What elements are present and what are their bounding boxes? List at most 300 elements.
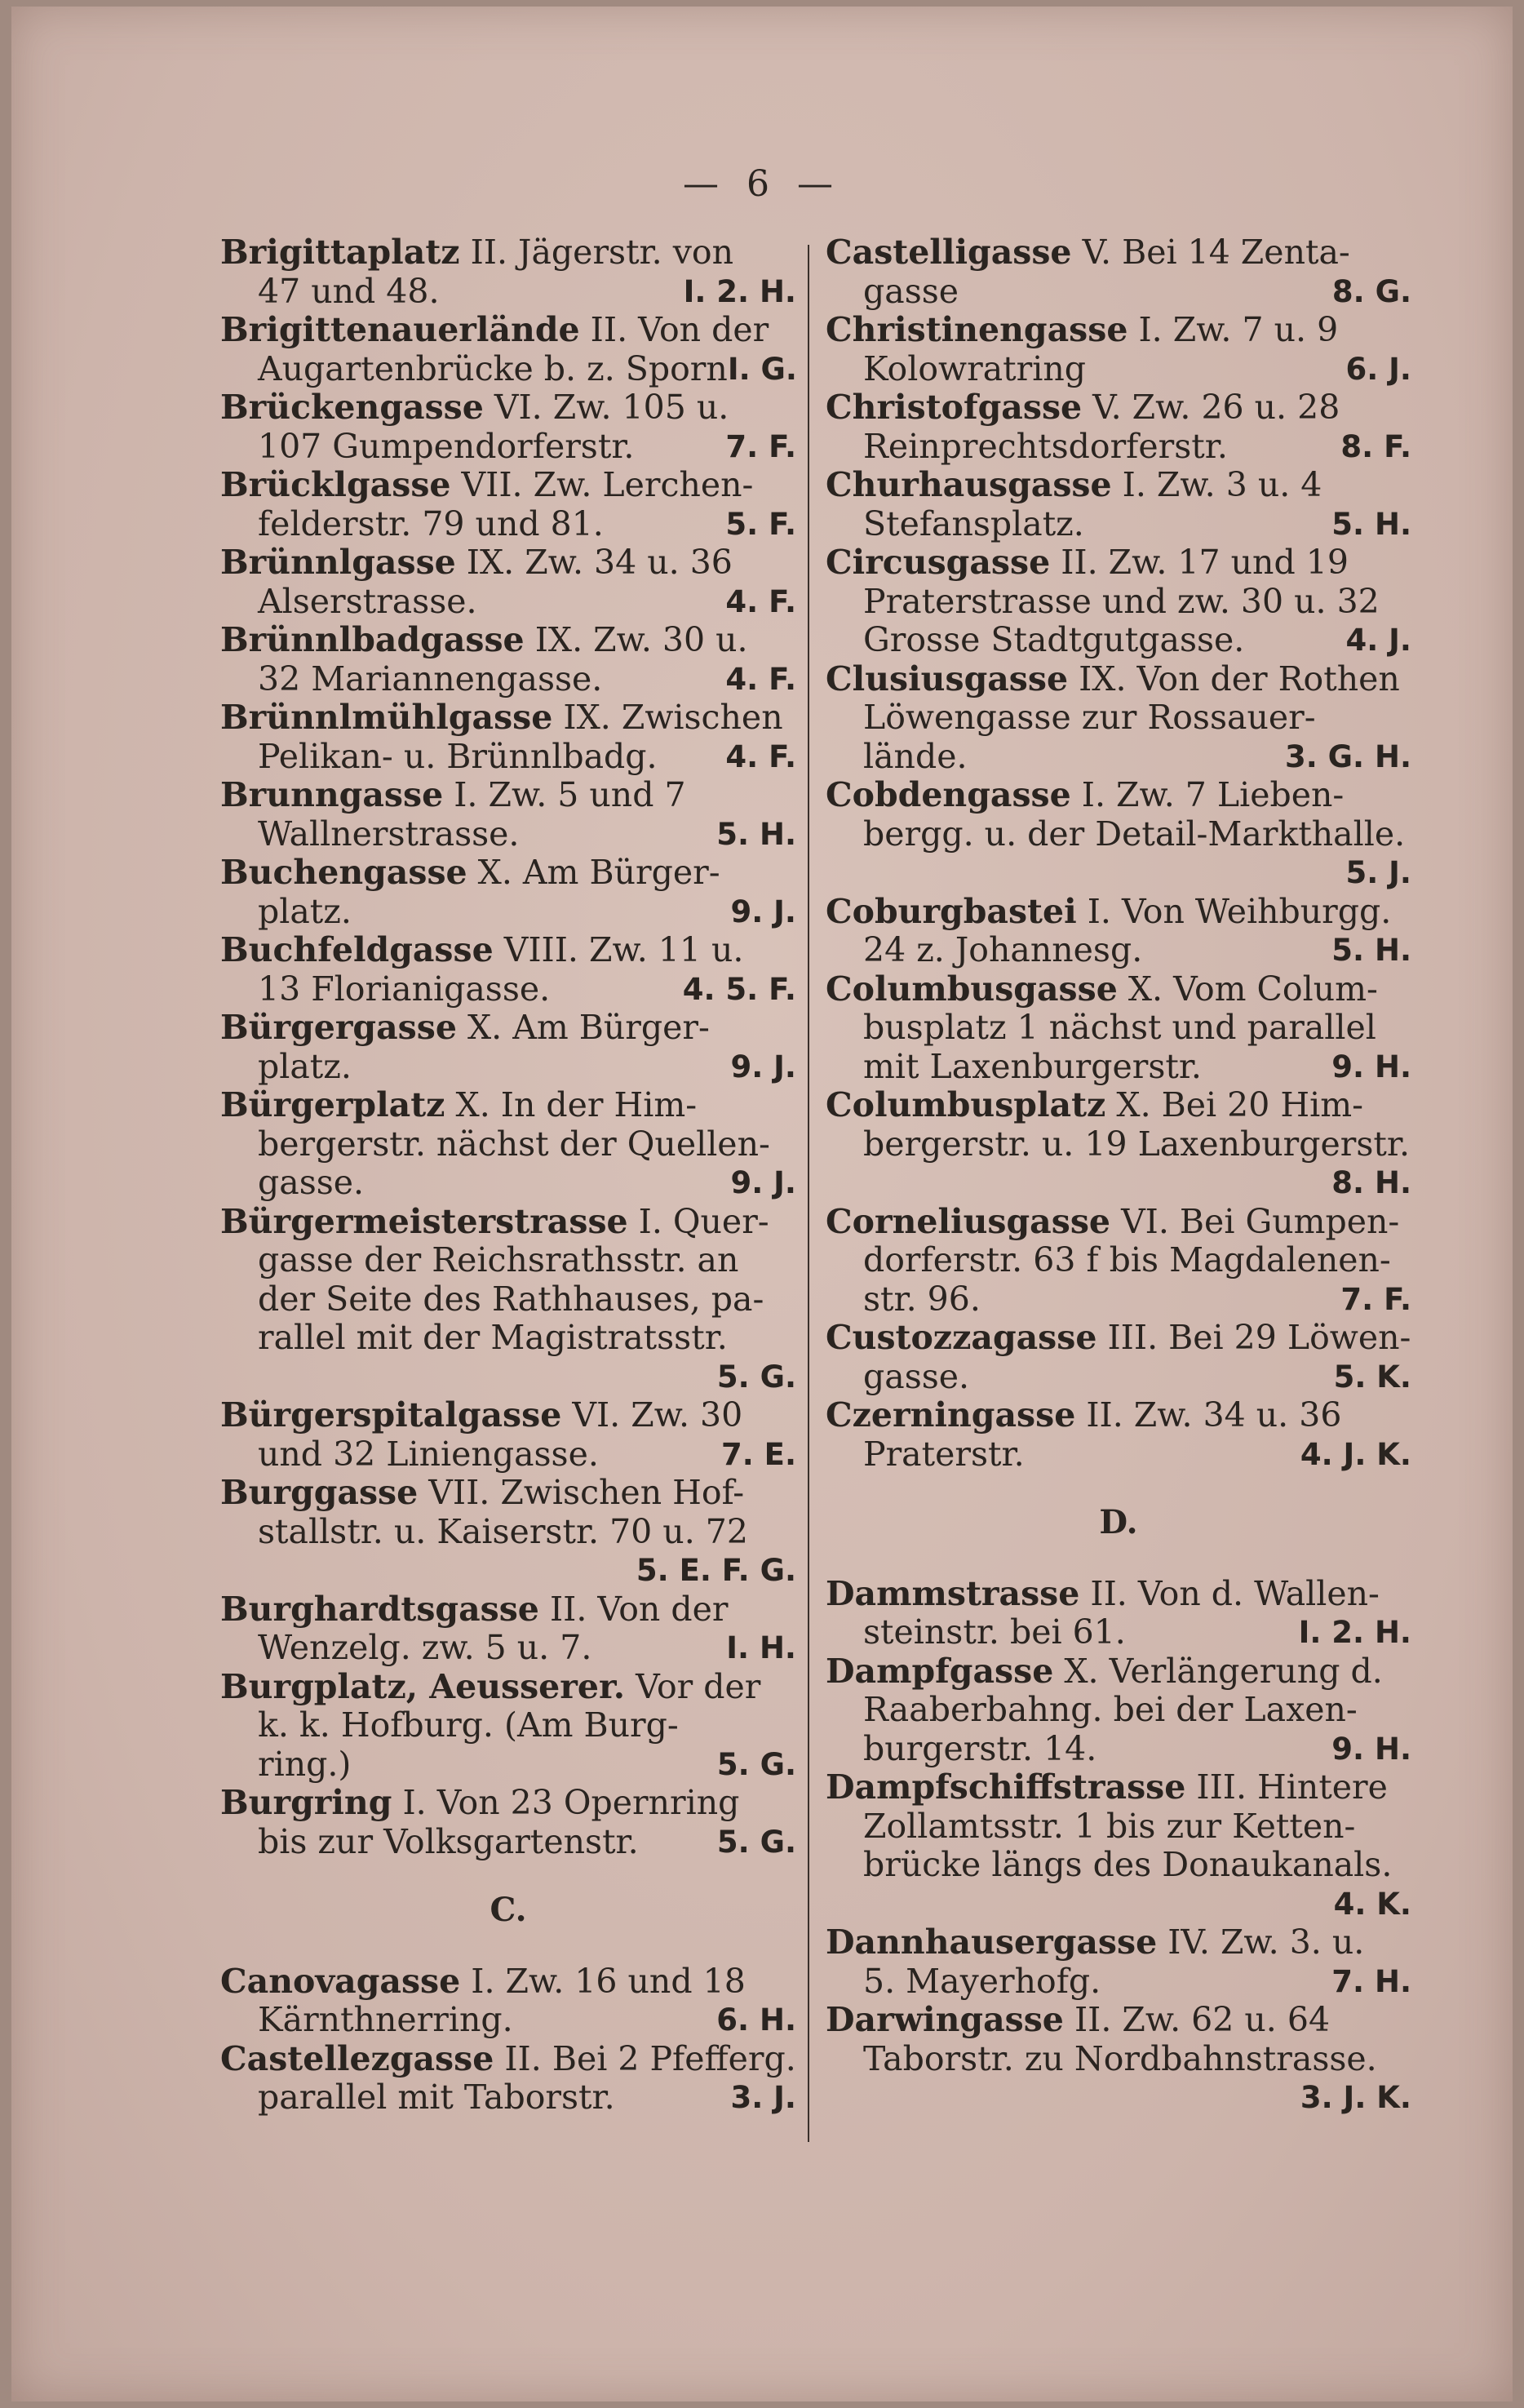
street-name: Brünnlgasse xyxy=(220,543,456,582)
street-description: I. Von 23 Opernring xyxy=(402,1783,740,1822)
map-grid-reference: 3. J. K. xyxy=(1300,2080,1411,2115)
street-name: Castellezgasse xyxy=(220,2038,494,2078)
street-description: VIII. Zw. 11 u. xyxy=(503,930,744,969)
section-heading-d: D. xyxy=(1099,1503,1138,1541)
index-entry xyxy=(220,388,796,466)
entry-line-content xyxy=(220,1202,769,1241)
street-name: Brünnlmühlgasse xyxy=(220,698,553,737)
entry-continuation-line xyxy=(826,273,1411,312)
entry-first-line xyxy=(220,854,796,893)
entry-line-content xyxy=(826,659,1400,698)
street-name: Christofgasse xyxy=(826,388,1083,427)
entry-continuation-line xyxy=(826,931,1411,970)
entry-first-line xyxy=(826,1923,1411,1962)
entry-continuation-line xyxy=(220,505,796,544)
street-name: Darwingasse xyxy=(826,2000,1064,2039)
entry-line-content xyxy=(826,1395,1341,1435)
street-description: II. Bei 2 Pfefferg. xyxy=(504,2038,796,2078)
entry-continuation-line xyxy=(220,893,796,932)
street-name: Coburgbastei xyxy=(826,891,1077,931)
entry-line-content xyxy=(826,969,1378,1009)
entry-continuation-line xyxy=(826,1613,1411,1652)
entry-line-content xyxy=(220,2039,796,2078)
map-grid-reference: 5. F. xyxy=(725,506,796,542)
street-description: Taborstr. zu Nordbahnstrasse. xyxy=(863,2038,1377,2078)
entry-continuation-line xyxy=(826,1125,1411,1164)
street-description: X. Am Bürger- xyxy=(467,1008,710,1047)
street-description: I. Von Weihburgg. xyxy=(1087,891,1392,931)
entry-continuation-line xyxy=(220,428,796,467)
entry-first-line xyxy=(826,1086,1411,1125)
index-entry xyxy=(826,1396,1411,1474)
street-description: platz. xyxy=(258,1046,352,1086)
street-description: I. Zw. 3 u. 4 xyxy=(1122,465,1322,504)
street-name: Dannhausergasse xyxy=(826,1922,1158,1962)
street-description: III. Bei 29 Löwen- xyxy=(1107,1318,1411,1357)
entry-continuation-line xyxy=(826,505,1411,544)
street-description: I. Zw. 5 und 7 xyxy=(454,775,686,814)
entry-line-content xyxy=(220,1962,746,2001)
entry-continuation-line xyxy=(826,350,1411,389)
street-description: 32 Mariannengasse. xyxy=(258,659,603,698)
left-column xyxy=(220,233,796,2118)
entry-continuation-line xyxy=(826,1846,1411,1885)
entry-first-line xyxy=(826,970,1411,1009)
entry-line-content xyxy=(826,1652,1383,1691)
street-description: I. Zw. 7 Lieben- xyxy=(1081,775,1345,814)
entry-line-content xyxy=(220,1085,697,1124)
column-divider xyxy=(808,245,809,2142)
map-grid-reference: 9. H. xyxy=(1331,1049,1411,1084)
street-description: II. Von d. Wallen- xyxy=(1090,1573,1380,1613)
map-grid-reference: 8. G. xyxy=(1331,273,1411,309)
street-description: II. Zw. 17 und 19 xyxy=(1061,543,1349,582)
entry-first-line xyxy=(220,1009,796,1048)
entry-line-content xyxy=(826,775,1344,814)
map-grid-reference: I. 2. H. xyxy=(683,273,796,309)
index-entry xyxy=(220,1474,796,1590)
map-grid-reference: 4. J. K. xyxy=(1300,1436,1411,1472)
entry-continuation-line xyxy=(220,1319,796,1358)
map-grid-reference: 5. G. xyxy=(716,1746,796,1782)
entry-continuation-line xyxy=(826,1730,1411,1769)
street-description: platz. xyxy=(258,891,352,931)
street-name: Custozzagasse xyxy=(826,1318,1097,1357)
street-name: Canovagasse xyxy=(220,1961,461,2001)
street-name: Dampfschiffstrasse xyxy=(826,1767,1186,1807)
street-name: Buchengasse xyxy=(220,853,467,892)
map-grid-reference: 4. F. xyxy=(725,583,796,619)
entry-line-content xyxy=(826,1085,1363,1124)
street-description: IX. Zwischen xyxy=(563,698,783,737)
street-description: steinstr. bei 61. xyxy=(863,1612,1126,1652)
street-description: Alserstrasse. xyxy=(258,581,477,621)
entry-first-line xyxy=(220,466,796,505)
map-grid-reference: 5. J. xyxy=(1345,855,1411,890)
entry-line-content xyxy=(826,1318,1411,1357)
street-description: Augartenbrücke b. z. Sporn xyxy=(258,348,728,388)
index-entry xyxy=(826,1575,1411,1652)
street-name: Columbusgasse xyxy=(826,969,1118,1009)
street-description: brücke längs des Donaukanals. xyxy=(863,1845,1393,1884)
index-entry xyxy=(826,2001,1411,2118)
entry-continuation-line xyxy=(220,1745,796,1785)
entry-line-content xyxy=(220,698,783,737)
street-description: II. Von der xyxy=(590,310,769,349)
index-entry xyxy=(826,1923,1411,2001)
left-entries-c xyxy=(220,1962,796,2118)
index-entry xyxy=(220,621,796,698)
street-description: rallel mit der Magistratsstr. xyxy=(258,1318,728,1357)
map-grid-reference: 8. H. xyxy=(1331,1165,1411,1200)
map-grid-reference: I. 2. H. xyxy=(1298,1615,1411,1650)
street-description: 24 z. Johannesg. xyxy=(863,930,1143,969)
street-name: Corneliusgasse xyxy=(826,1201,1111,1241)
index-entry xyxy=(220,466,796,543)
index-entry xyxy=(826,1652,1411,1769)
street-description: gasse xyxy=(863,271,959,311)
entry-continuation-line xyxy=(826,1164,1411,1203)
entry-first-line xyxy=(826,1652,1411,1692)
street-description: gasse. xyxy=(863,1356,970,1396)
entry-continuation-line xyxy=(826,1009,1411,1048)
entry-continuation-line xyxy=(220,1551,796,1590)
entry-continuation-line xyxy=(826,1358,1411,1397)
street-description: bergg. u. der Detail-Markthalle. xyxy=(863,814,1406,854)
entry-line-content xyxy=(826,465,1322,504)
entry-continuation-line xyxy=(826,1962,1411,2002)
entry-first-line xyxy=(220,233,796,273)
index-entry xyxy=(220,1784,796,1861)
entry-continuation-line xyxy=(220,1823,796,1862)
map-grid-reference: 5. H. xyxy=(1331,506,1411,542)
page-number: — 6 — xyxy=(683,163,841,205)
street-description: Kärnthnerring. xyxy=(258,2000,513,2039)
street-description: Vor der xyxy=(636,1666,761,1706)
entry-line-content xyxy=(220,233,733,272)
entry-continuation-line xyxy=(220,1513,796,1552)
entry-line-content xyxy=(220,388,729,427)
index-entry xyxy=(220,1668,796,1785)
street-name: Dammstrasse xyxy=(826,1573,1080,1613)
entry-continuation-line xyxy=(826,1435,1411,1475)
entry-line-content xyxy=(220,1473,744,1512)
map-grid-reference: 6. H. xyxy=(716,2002,796,2038)
index-entry xyxy=(220,2040,796,2118)
index-entry xyxy=(220,311,796,388)
street-description: IX. Zw. 34 u. 36 xyxy=(466,543,733,582)
entry-first-line xyxy=(220,543,796,583)
street-name: Burgplatz, Aeusserer. xyxy=(220,1666,626,1706)
entry-first-line xyxy=(826,1396,1411,1435)
street-name: Cobdengasse xyxy=(826,775,1071,814)
entry-line-content xyxy=(826,2000,1330,2039)
index-entry xyxy=(220,1203,796,1397)
street-name: Bürgerspitalgasse xyxy=(220,1395,562,1435)
index-entry xyxy=(220,233,796,311)
entry-line-content xyxy=(220,775,686,814)
map-grid-reference: 3. J. xyxy=(730,2080,796,2115)
entry-continuation-line xyxy=(220,2078,796,2118)
entry-first-line xyxy=(826,893,1411,932)
entry-continuation-line xyxy=(220,1241,796,1280)
street-description: Wallnerstrasse. xyxy=(258,814,520,854)
index-entry xyxy=(220,543,796,621)
street-description: gasse. xyxy=(258,1163,365,1202)
map-grid-reference: 9. J. xyxy=(730,1165,796,1200)
index-entry xyxy=(826,776,1411,893)
entry-line-content xyxy=(826,233,1350,272)
street-description: VII. Zw. Lerchen- xyxy=(461,465,754,504)
entry-first-line xyxy=(826,2001,1411,2040)
street-description: I. Quer- xyxy=(638,1201,769,1241)
street-description: IX. Zw. 30 u. xyxy=(534,620,748,659)
entry-first-line xyxy=(220,1474,796,1513)
street-description: II. Zw. 34 u. 36 xyxy=(1086,1395,1342,1435)
map-grid-reference: I. G. xyxy=(727,351,797,387)
entry-continuation-line xyxy=(220,2001,796,2040)
entry-continuation-line xyxy=(826,698,1411,738)
street-description: X. In der Him- xyxy=(455,1085,698,1124)
street-name: Brigittaplatz xyxy=(220,233,460,272)
street-description: II. Von der xyxy=(549,1589,729,1629)
index-entry xyxy=(826,388,1411,466)
map-grid-reference: 7. E. xyxy=(720,1436,796,1472)
map-grid-reference: 4. J. xyxy=(1345,623,1411,658)
street-description: mit Laxenburgerstr. xyxy=(863,1046,1202,1086)
street-description: str. 96. xyxy=(863,1279,981,1319)
street-description: burgerstr. 14. xyxy=(863,1728,1097,1768)
street-name: Columbusplatz xyxy=(826,1085,1106,1124)
map-grid-reference: 5. H. xyxy=(716,816,796,852)
entry-continuation-line xyxy=(220,1706,796,1745)
index-entry xyxy=(826,893,1411,970)
right-entries-d xyxy=(826,1575,1411,2118)
map-grid-reference: 8. F. xyxy=(1340,428,1411,464)
index-entry xyxy=(220,1962,796,2040)
entry-line-content xyxy=(826,1922,1364,1962)
map-grid-reference: 5. G. xyxy=(716,1359,796,1395)
entry-line-content xyxy=(826,310,1338,349)
street-description: 5. Mayerhofg. xyxy=(863,1961,1101,2001)
entry-line-content xyxy=(826,388,1340,427)
street-description: Praterstr. xyxy=(863,1434,1025,1474)
street-description: Zollamtsstr. 1 bis zur Ketten- xyxy=(863,1806,1356,1846)
street-description: Grosse Stadtgutgasse. xyxy=(863,620,1245,659)
map-grid-reference: 5. K. xyxy=(1333,1359,1411,1395)
street-description: 107 Gumpendorferstr. xyxy=(258,426,635,466)
entry-first-line xyxy=(220,776,796,815)
entry-line-content xyxy=(220,853,720,892)
street-description: Löwengasse zur Rossauer- xyxy=(863,698,1316,737)
street-name: Burgring xyxy=(220,1783,392,1822)
street-description: stallstr. u. Kaiserstr. 70 u. 72 xyxy=(258,1511,748,1551)
street-description: busplatz 1 nächst und parallel xyxy=(863,1008,1376,1047)
street-name: Brigittenauerlände xyxy=(220,310,580,349)
entry-continuation-line xyxy=(220,1629,796,1668)
entry-first-line xyxy=(220,1203,796,1242)
map-grid-reference: 7. F. xyxy=(725,428,796,464)
street-name: Bürgermeisterstrasse xyxy=(220,1201,628,1241)
entry-continuation-line xyxy=(826,1280,1411,1319)
street-description: bis zur Volksgartenstr. xyxy=(258,1821,639,1861)
street-description: I. Zw. 7 u. 9 xyxy=(1138,310,1339,349)
street-name: Christinengasse xyxy=(826,310,1128,349)
right-column xyxy=(826,233,1411,2118)
street-name: Bürgergasse xyxy=(220,1008,457,1047)
entry-line-content xyxy=(220,465,753,504)
index-entry xyxy=(826,543,1411,660)
entry-first-line xyxy=(220,2040,796,2079)
street-description: V. Zw. 26 u. 28 xyxy=(1092,388,1340,427)
entry-continuation-line xyxy=(220,1048,796,1087)
map-grid-reference: 5. H. xyxy=(1331,933,1411,968)
street-description: der Seite des Rathhauses, pa- xyxy=(258,1279,764,1319)
entry-line-content xyxy=(826,1767,1388,1807)
entry-continuation-line xyxy=(826,854,1411,893)
index-entry xyxy=(826,1086,1411,1203)
index-entry xyxy=(826,311,1411,388)
entry-first-line xyxy=(220,1962,796,2002)
street-description: Stefansplatz. xyxy=(863,503,1084,543)
entry-first-line xyxy=(220,1396,796,1435)
entry-continuation-line xyxy=(220,815,796,854)
street-name: Burggasse xyxy=(220,1473,419,1512)
street-description: V. Bei 14 Zenta- xyxy=(1082,233,1350,272)
entry-first-line xyxy=(220,931,796,970)
entry-first-line xyxy=(220,388,796,428)
street-description: VI. Zw. 30 xyxy=(572,1395,743,1435)
index-entry xyxy=(220,776,796,854)
entry-first-line xyxy=(220,1590,796,1630)
index-entry xyxy=(220,1009,796,1086)
street-description: Pelikan- u. Brünnlbadg. xyxy=(258,736,658,776)
entry-continuation-line xyxy=(826,1691,1411,1730)
entry-continuation-line xyxy=(826,2040,1411,2079)
entry-line-content xyxy=(220,310,769,349)
map-grid-reference: 4. F. xyxy=(725,661,796,697)
entry-first-line xyxy=(826,388,1411,428)
street-description: lände. xyxy=(863,736,968,776)
map-grid-reference: 3. G. H. xyxy=(1284,738,1411,774)
entry-continuation-line xyxy=(220,350,796,389)
street-name: Burghardtsgasse xyxy=(220,1589,539,1629)
entry-first-line xyxy=(826,466,1411,505)
entry-first-line xyxy=(220,1784,796,1823)
entry-continuation-line xyxy=(220,738,796,777)
entry-continuation-line xyxy=(826,428,1411,467)
street-description: parallel mit Taborstr. xyxy=(258,2078,615,2117)
street-description: IV. Zw. 3. u. xyxy=(1167,1922,1365,1962)
entry-first-line xyxy=(826,776,1411,815)
entry-first-line xyxy=(220,1668,796,1707)
entry-continuation-line xyxy=(826,2078,1411,2118)
map-grid-reference: 7. F. xyxy=(1340,1281,1411,1317)
entry-line-content xyxy=(220,620,748,659)
street-description: I. Zw. 16 und 18 xyxy=(471,1961,746,2001)
entry-continuation-line xyxy=(826,1885,1411,1924)
street-description: X. Am Bürger- xyxy=(477,853,720,892)
map-grid-reference: 9. H. xyxy=(1331,1731,1411,1767)
map-grid-reference: 6. J. xyxy=(1345,351,1411,387)
map-grid-reference: 9. J. xyxy=(730,1049,796,1084)
street-description: felderstr. 79 und 81. xyxy=(258,503,604,543)
street-description: bergerstr. nächst der Quellen- xyxy=(258,1124,770,1164)
entry-first-line xyxy=(826,1575,1411,1614)
street-description: III. Hintere xyxy=(1196,1767,1388,1807)
entry-continuation-line xyxy=(220,1358,796,1397)
entry-first-line xyxy=(220,1086,796,1125)
entry-line-content xyxy=(220,1008,710,1047)
entry-line-content xyxy=(826,543,1349,582)
map-grid-reference: 4. F. xyxy=(725,738,796,774)
entry-line-content xyxy=(826,1574,1380,1613)
entry-first-line xyxy=(826,233,1411,273)
map-grid-reference: 7. H. xyxy=(1331,1963,1411,1999)
entry-continuation-line xyxy=(826,1241,1411,1280)
map-grid-reference: 5. E. F. G. xyxy=(636,1553,796,1588)
entry-continuation-line xyxy=(220,1164,796,1203)
street-description: bergerstr. u. 19 Laxenburgerstr. xyxy=(863,1124,1411,1164)
map-grid-reference: 4. 5. F. xyxy=(682,971,796,1007)
index-entry xyxy=(826,660,1411,777)
street-description: VI. Zw. 105 u. xyxy=(494,388,729,427)
street-name: Castelligasse xyxy=(826,233,1072,272)
street-description: X. Verlängerung d. xyxy=(1064,1651,1383,1691)
entry-continuation-line xyxy=(220,583,796,622)
street-description: dorferstr. 63 f bis Magdalenen- xyxy=(863,1240,1391,1279)
map-grid-reference: I. H. xyxy=(726,1630,796,1665)
street-description: gasse der Reichsrathsstr. an xyxy=(258,1240,739,1279)
street-description: k. k. Hofburg. (Am Burg- xyxy=(258,1705,679,1745)
entry-continuation-line xyxy=(220,970,796,1009)
index-entry xyxy=(826,466,1411,543)
index-entry xyxy=(220,854,796,931)
street-description: IX. Von der Rothen xyxy=(1079,659,1400,698)
street-name: Clusiusgasse xyxy=(826,659,1069,698)
map-grid-reference: 9. J. xyxy=(730,894,796,929)
street-description: VII. Zwischen Hof- xyxy=(428,1473,745,1512)
index-entry xyxy=(220,1590,796,1668)
street-name: Dampfgasse xyxy=(826,1651,1054,1691)
index-entry xyxy=(826,233,1411,311)
street-name: Circusgasse xyxy=(826,543,1051,582)
entry-continuation-line xyxy=(220,273,796,312)
street-description: Praterstrasse und zw. 30 u. 32 xyxy=(863,581,1380,621)
left-entries xyxy=(220,233,796,1861)
street-name: Brücklgasse xyxy=(220,465,451,504)
street-description: und 32 Liniengasse. xyxy=(258,1434,599,1474)
street-description: VI. Bei Gumpen- xyxy=(1121,1201,1400,1241)
entry-continuation-line xyxy=(826,738,1411,777)
entry-line-content xyxy=(220,1590,728,1629)
street-name: Buchfeldgasse xyxy=(220,930,494,969)
entry-continuation-line xyxy=(220,660,796,699)
street-description: X. Vom Colum- xyxy=(1127,969,1378,1009)
index-entry xyxy=(826,1768,1411,1923)
entry-continuation-line xyxy=(826,1048,1411,1087)
index-entry xyxy=(826,970,1411,1087)
entry-continuation-line xyxy=(826,1807,1411,1847)
entry-line-content xyxy=(826,1202,1399,1241)
street-description: 13 Florianigasse. xyxy=(258,969,551,1009)
entry-first-line xyxy=(220,698,796,738)
street-name: Brünnlbadgasse xyxy=(220,620,525,659)
entry-first-line xyxy=(826,1768,1411,1807)
entry-continuation-line xyxy=(220,1435,796,1475)
index-entry xyxy=(220,931,796,1009)
entry-line-content xyxy=(220,930,743,969)
